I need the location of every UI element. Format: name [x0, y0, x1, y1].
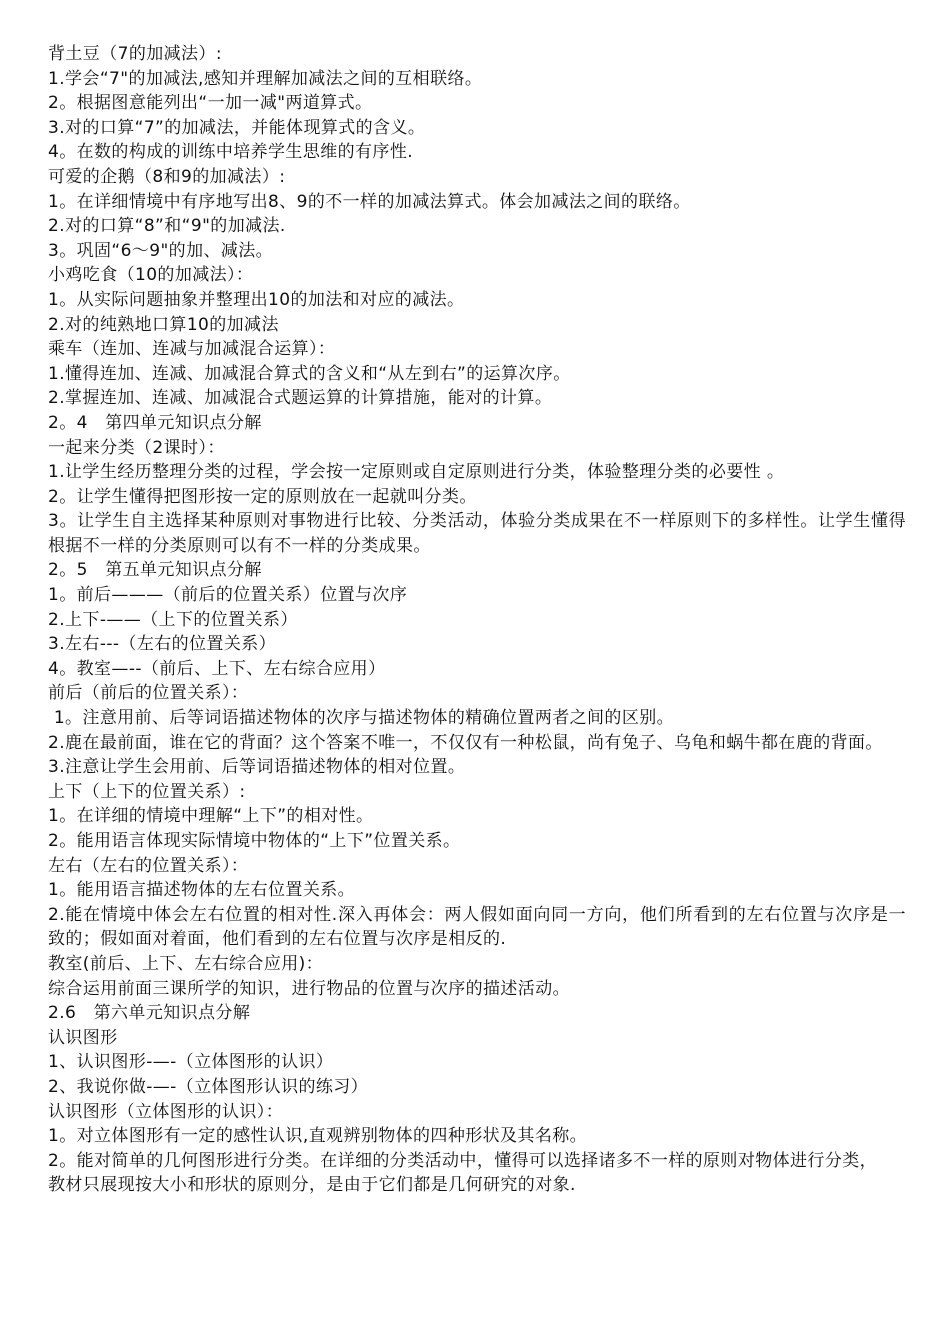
text-line: 2.上下-——（上下的位置关系） [48, 609, 298, 630]
text-line: 1。在详细情境中有序地写出8、9的不一样的加减法算式。体会加减法之间的联络。 [48, 191, 691, 212]
text-line: 1。对立体图形有一定的感性认识,直观辨别物体的四种形状及其名称。 [48, 1126, 588, 1147]
section-heading: 教室(前后、上下、左右综合应用)： [48, 953, 324, 974]
text-line: 背土豆（7的加减法）: [48, 44, 222, 64]
text-line: 1.让学生经历整理分类的过程，学会按一定原则或自定原则进行分类，体验整理分类的必要性 。 [48, 462, 785, 483]
text-line: 4。在数的构成的训练中培养学生思维的有序性. [48, 142, 414, 163]
section-heading: 可爱的企鹅（8和9的加减法）: [48, 166, 286, 187]
text-line: 1。前后———（前后的位置关系）位置与次序 [48, 585, 408, 606]
text-line: 1、认识图形-—-（立体图形的认识） [48, 1052, 334, 1073]
text-line: 2。让学生懂得把图形按一定的原则放在一起就叫分类。 [48, 486, 477, 507]
text-line: 4。教室—--（前后、上下、左右综合应用） [48, 658, 386, 679]
text-line: 3。让学生自主选择某种原则对事物进行比较、分类活动，体验分类成果在不一样原则下的多样性。让学生懂得根据不一样的分类原则可以有不一样的分类成果。 [48, 511, 906, 556]
text-line: 3.左右---（左右的位置关系） [48, 634, 277, 655]
section-heading: 认识图形 [48, 1027, 118, 1048]
section-heading: 左右（左右的位置关系）： [48, 855, 249, 876]
text-line: 2。根据图意能列出“一加一减"两道算式。 [48, 93, 373, 114]
text-line: 1.学会“7"的加减法,感知并理解加减法之间的互相联络。 [48, 68, 483, 89]
text-line: 2.对的纯熟地口算10的加减法 [48, 314, 279, 335]
text-line: 综合运用前面三课所学的知识，进行物品的位置与次序的描述活动。 [48, 978, 570, 999]
unit-heading: 2。4 第四单元知识点分解 [48, 412, 262, 433]
text-line: 1。注意用前、后等词语描述物体的次序与描述物体的精确位置两者之间的区别。 [48, 708, 675, 729]
unit-heading: 2.6 第六单元知识点分解 [48, 1003, 251, 1024]
text-line: 2.对的口算“8”和“9"的加减法. [48, 216, 286, 237]
text-line: 1。能用语言描述物体的左右位置关系。 [48, 880, 356, 901]
text-line: 2.掌握连加、连减、加减混合式题运算的计算措施，能对的计算。 [48, 388, 553, 409]
document-body [48, 42, 906, 1198]
section-heading: 认识图形（立体图形的认识）： [48, 1101, 284, 1122]
section-heading: 前后（前后的位置关系）： [48, 683, 249, 704]
text-line: 3.注意让学生会用前、后等词语描述物体的相对位置。 [48, 757, 466, 778]
section-heading: 一起来分类（2课时）： [48, 437, 225, 458]
unit-heading: 2。5 第五单元知识点分解 [48, 560, 262, 581]
text-line: 1。从实际问题抽象并整理出10的加法和对应的减法。 [48, 289, 465, 310]
text-line: 3.对的口算“7”的加减法，并能体现算式的含义。 [48, 117, 426, 138]
text-line: 2.能在情境中体会左右位置的相对性.深入再体会：两人假如面向同一方向，他们所看到的左右位置与次序是一致的；假如面对着面，他们看到的左右位置与次序是相反的. [48, 904, 906, 950]
text-line: 1。在详细的情境中理解“上下”的相对性。 [48, 806, 374, 827]
text-line: 3。巩固“6～9"的加、减法。 [48, 240, 274, 261]
text-line: 2。能对简单的几何图形进行分类。在详细的分类活动中，懂得可以选择诸多不一样的原则对物体进行分类， [48, 1150, 878, 1171]
text-line: 教材只展现按大小和形状的原则分，是由于它们都是几何研究的对象. [48, 1175, 576, 1196]
text-line: 2。能用语言体现实际情境中物体的“上下”位置关系。 [48, 831, 461, 851]
section-heading: 上下（上下的位置关系）: [48, 781, 246, 802]
text-line: 1.懂得连加、连减、加减混合算式的含义和“从左到右”的运算次序。 [48, 363, 571, 384]
text-line: 2、我说你做-—-（立体图形认识的练习） [48, 1076, 369, 1097]
text-line: 2.鹿在最前面，谁在它的背面？这个答案不唯一，不仅仅有一种松鼠，尚有兔子、乌龟和蜗牛都在鹿的背面。 [48, 732, 883, 753]
section-heading: 小鸡吃食（10的加减法）： [48, 265, 254, 286]
section-heading: 乘车（连加、连减与加减混合运算）： [48, 339, 336, 360]
